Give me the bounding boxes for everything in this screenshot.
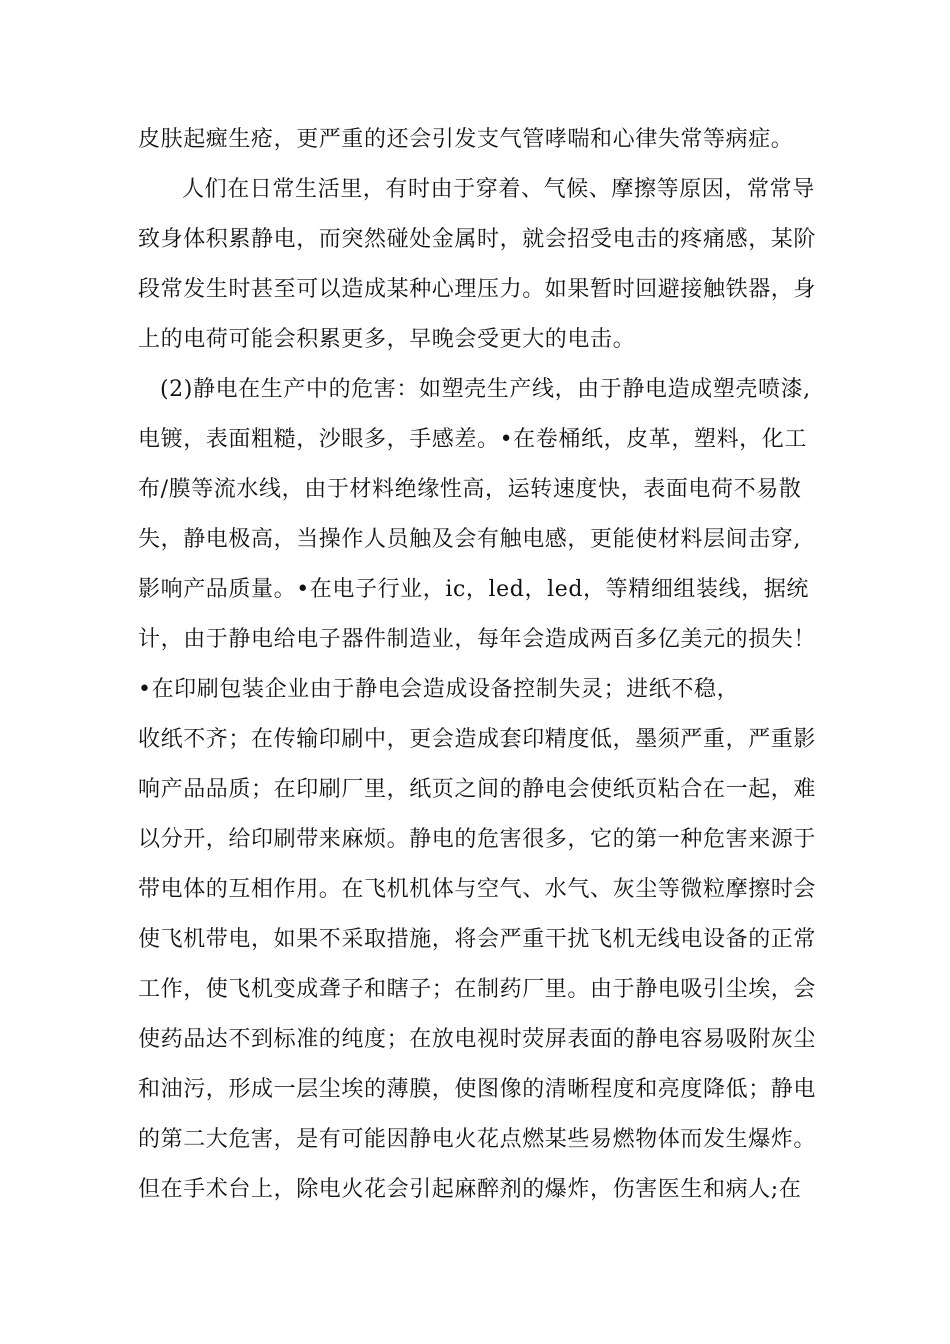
text-line: 失，静电极高，当操作人员触及会有触电感，更能使材料层间击穿, — [138, 527, 801, 552]
text-line: 工作，使飞机变成聋子和瞎子；在制药厂里。由于静电吸引尘埃，会 — [138, 977, 817, 1002]
text-line: 段常发生时甚至可以造成某种心理压力。如果暂时回避接触铁器，身 — [138, 277, 817, 302]
text-line: 收纸不齐；在传输印刷中，更会造成套印精度低，墨须严重，严重影 — [138, 727, 817, 752]
text-line: 但在手术台上，除电火花会引起麻醉剂的爆炸，伤害医生和病人;在 — [138, 1177, 802, 1202]
text-line: 电镀，表面粗糙，沙眼多，手感差。•在卷桶纸，皮革，塑料，化工 — [138, 427, 807, 452]
text-line: 人们在日常生活里，有时由于穿着、气候、摩擦等原因，常常导 — [182, 177, 815, 202]
text-line: 皮肤起癍生疮，更严重的还会引发支气管哮喘和心律失常等病症。 — [138, 127, 794, 152]
text-line: 影响产品质量。•在电子行业，ic，led，led，等精细组装线，据统 — [138, 577, 810, 602]
text-line: 的第二大危害，是有可能因静电火花点燃某些易燃物体而发生爆炸。 — [138, 1127, 817, 1152]
text-line: 致身体积累静电，而突然碰处金属时，就会招受电击的疼痛感，某阶 — [138, 227, 817, 252]
text-line: 以分开，给印刷带来麻烦。静电的危害很多，它的第一种危害来源于 — [138, 827, 817, 852]
text-line: 布/膜等流水线，由于材料绝缘性高，运转速度快，表面电荷不易散 — [138, 477, 802, 502]
text-line: 响产品品质；在印刷厂里，纸页之间的静电会使纸页粘合在一起，难 — [138, 777, 817, 802]
text-line: 上的电荷可能会积累更多，早晚会受更大的电击。 — [138, 327, 636, 352]
text-line: 和油污，形成一层尘埃的薄膜，使图像的清晰程度和亮度降低；静电 — [138, 1077, 817, 1102]
text-line: •在印刷包装企业由于静电会造成设备控制失灵；进纸不稳， — [138, 677, 740, 702]
text-line: 计，由于静电给电子器件制造业，每年会造成两百多亿美元的损失！ — [138, 627, 817, 652]
text-line: 使飞机带电，如果不采取措施，将会严重干扰飞机无线电设备的正常 — [138, 927, 817, 952]
text-line: 带电体的互相作用。在飞机机体与空气、水气、灰尘等微粒摩擦时会 — [138, 877, 817, 902]
text-line: (2)静电在生产中的危害：如塑壳生产线，由于静电造成塑壳喷漆, — [160, 377, 811, 402]
text-line: 使药品达不到标准的纯度；在放电视时荧屏表面的静电容易吸附灰尘 — [138, 1027, 817, 1052]
